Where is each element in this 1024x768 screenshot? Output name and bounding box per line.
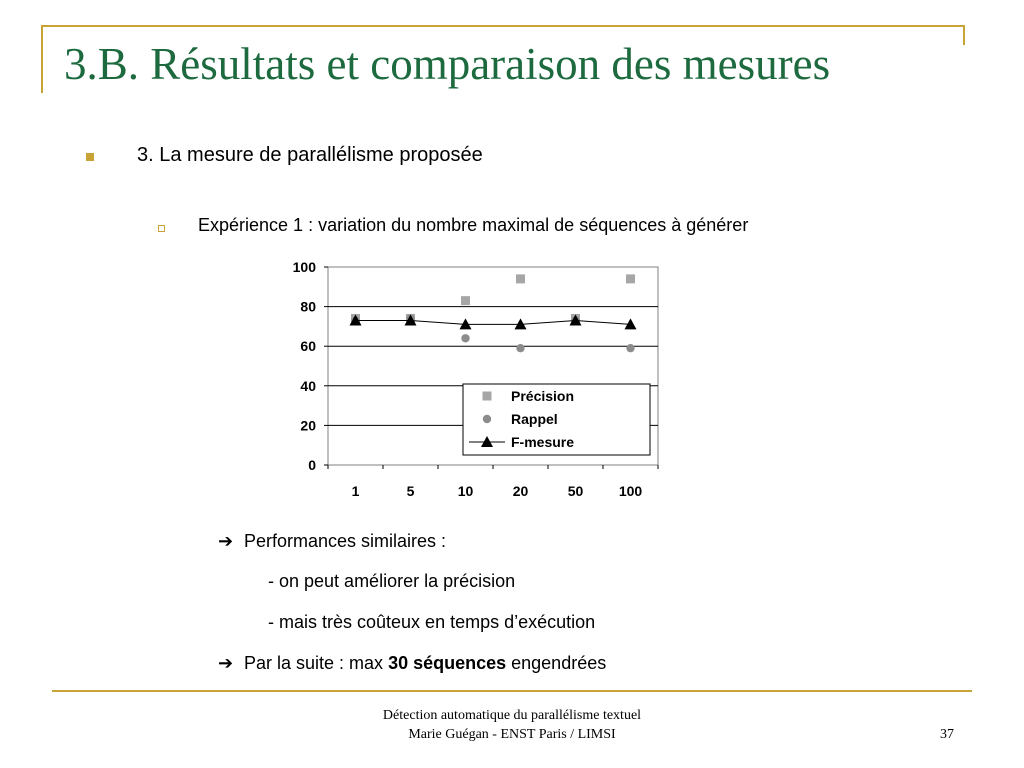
conclusion-suite [218,653,606,674]
bullet-level1: 3. La mesure de parallélisme proposée [137,144,483,166]
point-precision [461,296,470,305]
suite-prefix: Par la suite : max [244,653,389,673]
results-chart [282,254,662,509]
point-rappel [461,334,469,342]
y-tick-label: 60 [300,338,316,355]
conclusion-point1: - on peut améliorer la précision [268,571,516,591]
chart-svg [282,254,662,504]
y-tick-label: 40 [300,377,316,394]
x-tick-label: 20 [512,483,529,499]
legend-marker [483,415,491,423]
slide-title: 3.B. Résultats et comparaison des mesures [64,39,831,89]
y-tick-label: 80 [300,298,316,315]
footer-line1: Détection automatique du parallélisme textuel [382,708,642,723]
y-tick-label: 0 [308,457,316,473]
bullet-hollow-square-icon [158,225,165,232]
suite-suffix: engendrées [506,653,607,673]
page-number: 37 [940,727,954,742]
legend-label: Précision [511,388,575,404]
y-tick-label: 20 [300,417,316,434]
conclusion-point2: - mais très coûteux en temps d’exécution [268,612,596,632]
right-arrow-icon: ➔ [218,653,234,673]
legend-marker [483,392,492,401]
x-tick-label: 10 [457,483,474,499]
conclusion-performances-text: Performances similaires : [244,531,447,551]
y-tick-label: 100 [292,259,316,275]
legend-label: F-mesure [511,434,575,450]
frame-left-rule [41,25,43,93]
footer [0,706,1024,744]
right-arrow-icon: ➔ [218,531,234,551]
x-tick-label: 100 [618,483,643,499]
point-precision [516,274,525,283]
bullet-level2: Expérience 1 : variation du nombre maximal de séquences à générer [198,215,749,235]
point-rappel [516,344,524,352]
point-rappel [626,344,634,352]
x-tick-label: 50 [567,483,584,499]
suite-bold: 30 séquences [388,653,507,673]
frame-top-rule [41,25,965,27]
point-precision [626,274,635,283]
footer-rule [52,690,972,692]
legend-label: Rappel [511,411,558,427]
bullet-square-icon [86,153,94,161]
x-tick-label: 1 [351,483,360,499]
frame-right-rule [963,25,965,45]
footer-line2: Marie Guégan - ENST Paris / LIMSI [408,727,616,742]
conclusion-performances [218,531,446,552]
x-tick-label: 5 [406,483,415,499]
